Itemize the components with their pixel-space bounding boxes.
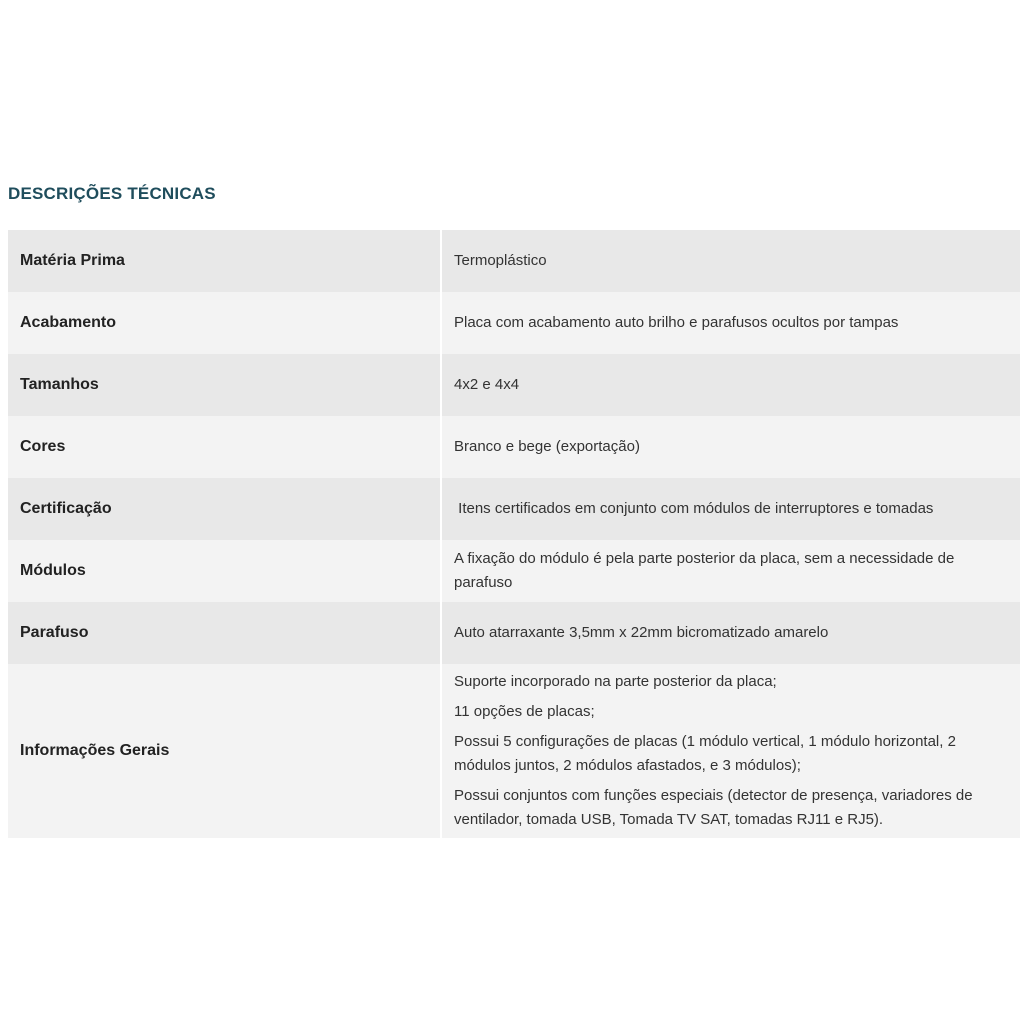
technical-specs-table [8, 230, 1020, 838]
spec-label: Acabamento [8, 292, 441, 354]
spec-label: Certificação [8, 478, 441, 540]
spec-value: Branco e bege (exportação) [441, 416, 1020, 478]
table-row [8, 540, 1020, 602]
table-row [8, 478, 1020, 540]
table-row [8, 416, 1020, 478]
spec-value: Termoplástico [441, 230, 1020, 292]
spec-value: A fixação do módulo é pela parte posterior da placa, sem a necessidade de parafuso [441, 540, 1020, 602]
spec-value-line: Possui 5 configurações de placas (1 módulo vertical, 1 módulo horizontal, 2 módulos juntos, 2 módulos afastados, e 3 módulos); [454, 733, 956, 774]
spec-value-line: Possui conjuntos com funções especiais (detector de presença, variadores de ventilador, tomada USB, Tomada TV SAT, tomadas RJ11 e RJ5). [454, 787, 973, 828]
table-row [8, 230, 1020, 292]
spec-label: Informações Gerais [8, 664, 441, 838]
spec-label: Tamanhos [8, 354, 441, 416]
spec-label: Cores [8, 416, 441, 478]
section-heading: DESCRIÇÕES TÉCNICAS [8, 184, 216, 203]
table-row [8, 354, 1020, 416]
spec-value: Placa com acabamento auto brilho e parafusos ocultos por tampas [441, 292, 1020, 354]
spec-label: Módulos [8, 540, 441, 602]
spec-value-line: 11 opções de placas; [454, 703, 595, 720]
spec-value: 4x2 e 4x4 [441, 354, 1020, 416]
spec-label: Parafuso [8, 602, 441, 664]
spec-value: Auto atarraxante 3,5mm x 22mm bicromatizado amarelo [441, 602, 1020, 664]
spec-value-line: Suporte incorporado na parte posterior da placa; [454, 673, 777, 690]
spec-value-list [441, 664, 1020, 838]
spec-value: Itens certificados em conjunto com módulos de interruptores e tomadas [441, 478, 1020, 540]
table-row [8, 292, 1020, 354]
spec-label: Matéria Prima [8, 230, 441, 292]
table-row [8, 664, 1020, 838]
table-row [8, 602, 1020, 664]
